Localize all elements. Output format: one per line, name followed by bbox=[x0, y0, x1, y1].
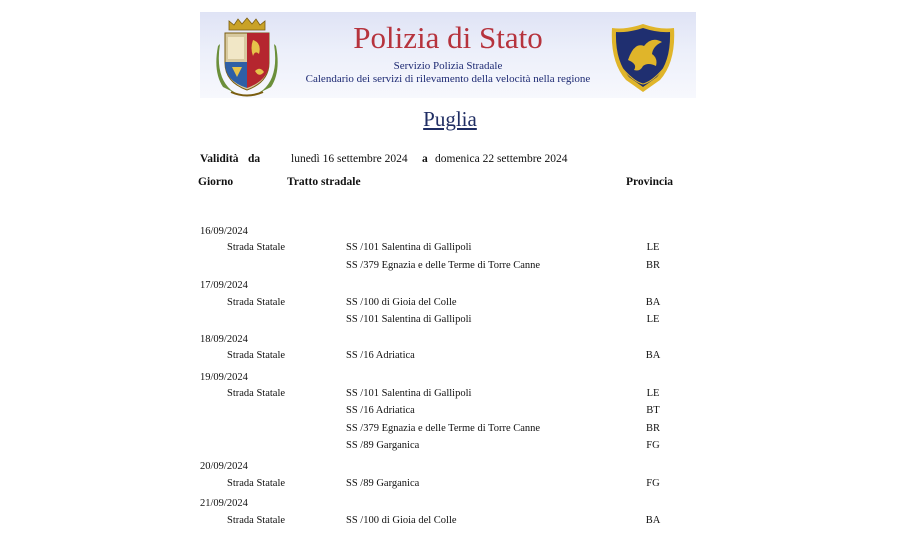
day-date: 21/09/2024 bbox=[200, 498, 248, 509]
column-header-road: Tratto stradale bbox=[287, 176, 361, 188]
province-code: FG bbox=[646, 478, 660, 489]
region-title: Puglia bbox=[423, 107, 477, 131]
road-type: Strada Statale bbox=[227, 242, 286, 253]
polizia-crest-icon bbox=[215, 16, 279, 98]
road-name: SS /16 Adriatica bbox=[346, 405, 415, 416]
province-code: BT bbox=[646, 405, 660, 416]
road-name: SS /89 Garganica bbox=[346, 478, 420, 489]
validity-label: Validità bbox=[200, 153, 239, 165]
validity-from-date: lunedì 16 settembre 2024 bbox=[291, 153, 408, 165]
road-type: Strada Statale bbox=[227, 350, 286, 361]
page-title: Polizia di Stato bbox=[353, 20, 543, 55]
road-name: SS /379 Egnazia e delle Terme di Torre Canne bbox=[346, 260, 541, 271]
road-name: SS /16 Adriatica bbox=[346, 350, 415, 361]
province-code: FG bbox=[646, 440, 660, 451]
province-code: BA bbox=[645, 297, 661, 308]
day-date: 20/09/2024 bbox=[200, 461, 248, 472]
road-type: Strada Statale bbox=[227, 515, 286, 526]
column-header-province: Provincia bbox=[626, 176, 674, 188]
day-date: 19/09/2024 bbox=[200, 372, 248, 383]
province-code: BR bbox=[645, 423, 660, 434]
calendar-subtitle: Calendario dei servizi di rilevamento della velocità nella regione bbox=[305, 73, 591, 85]
service-name: Servizio Polizia Stradale bbox=[393, 60, 503, 72]
province-code: BR bbox=[645, 260, 660, 271]
day-date: 18/09/2024 bbox=[200, 334, 248, 345]
province-code: LE bbox=[646, 242, 660, 253]
road-name: SS /101 Salentina di Gallipoli bbox=[346, 314, 472, 325]
road-name: SS /100 di Gioia del Colle bbox=[346, 297, 457, 308]
province-code: BA bbox=[645, 350, 661, 361]
road-name: SS /101 Salentina di Gallipoli bbox=[346, 242, 472, 253]
road-name: SS /101 Salentina di Gallipoli bbox=[346, 388, 472, 399]
road-type: Strada Statale bbox=[227, 388, 286, 399]
day-date: 17/09/2024 bbox=[200, 280, 248, 291]
province-code: LE bbox=[646, 314, 660, 325]
province-code: BA bbox=[645, 515, 661, 526]
road-type: Strada Statale bbox=[227, 297, 286, 308]
road-type: Strada Statale bbox=[227, 478, 286, 489]
validity-to-date: domenica 22 settembre 2024 bbox=[435, 153, 568, 165]
province-code: LE bbox=[646, 388, 660, 399]
polizia-stradale-badge-icon bbox=[610, 22, 676, 94]
road-name: SS /379 Egnazia e delle Terme di Torre Canne bbox=[346, 423, 541, 434]
validity-to-label: a bbox=[422, 153, 428, 165]
column-header-day: Giorno bbox=[198, 176, 234, 188]
document-header bbox=[200, 12, 696, 98]
road-name: SS /100 di Gioia del Colle bbox=[346, 515, 457, 526]
validity-from-label: da bbox=[248, 153, 261, 165]
road-name: SS /89 Garganica bbox=[346, 440, 420, 451]
day-date: 16/09/2024 bbox=[200, 226, 248, 237]
